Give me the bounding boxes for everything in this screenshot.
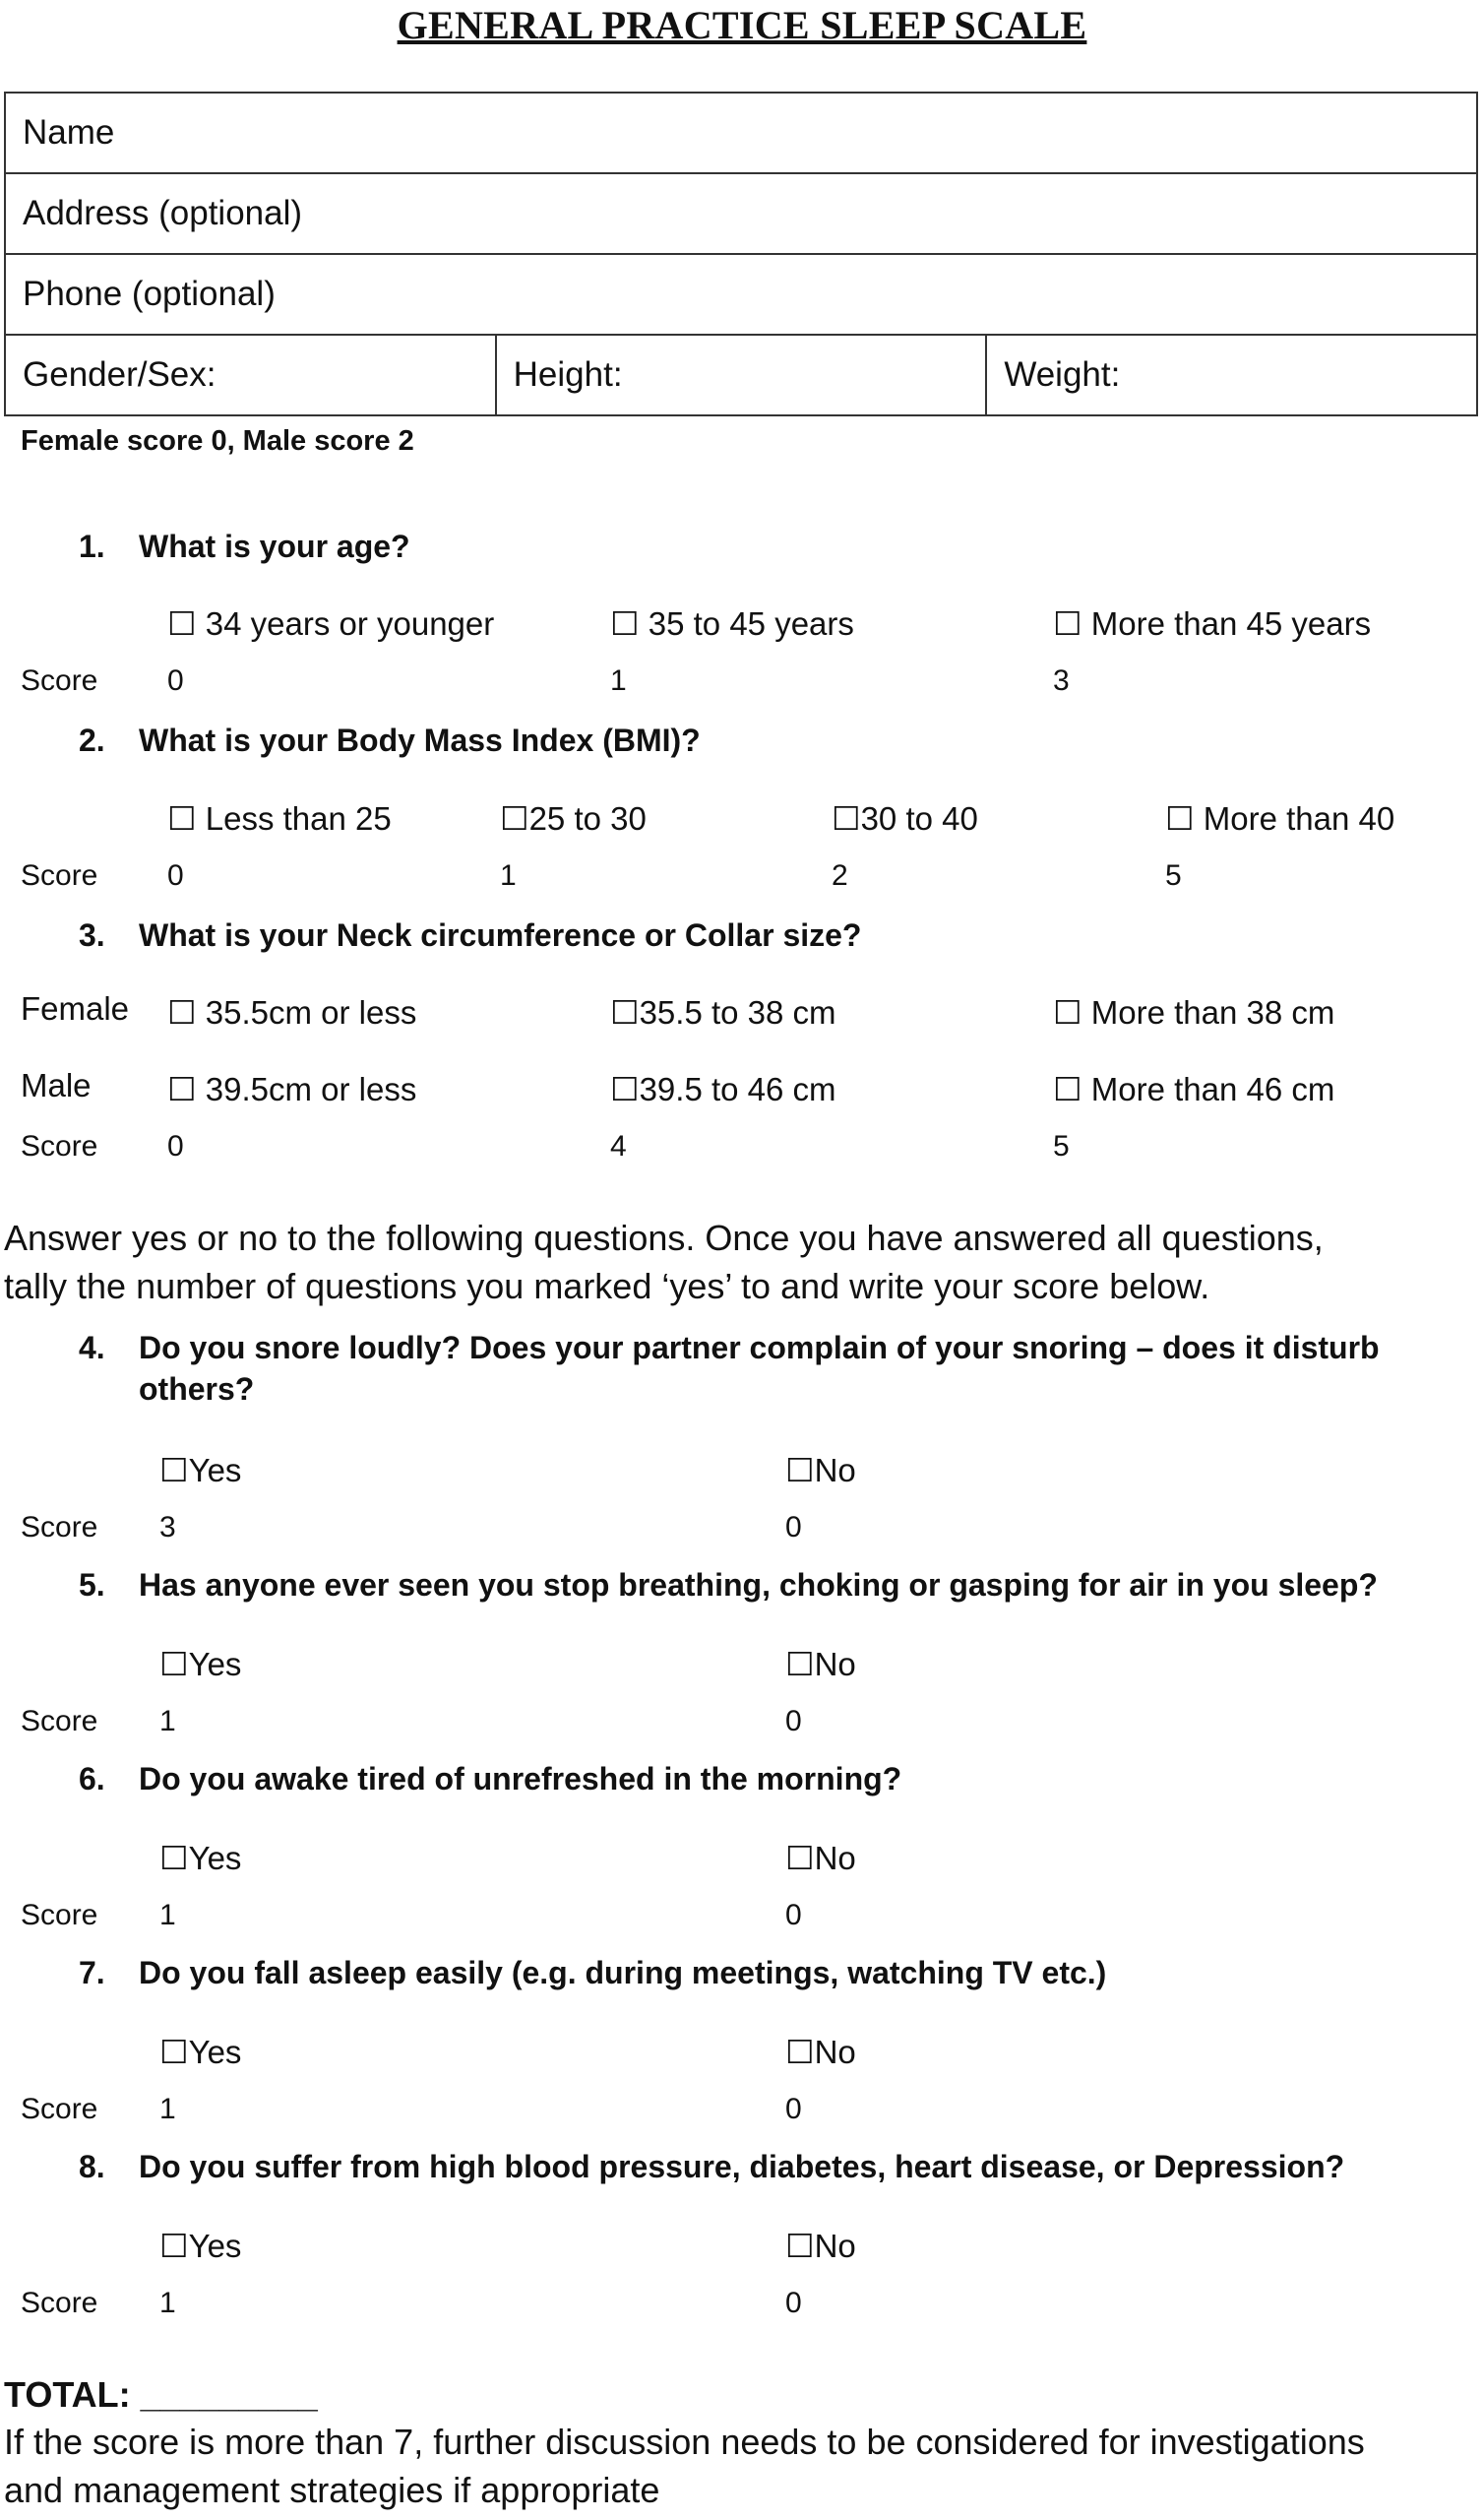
q7-score-value: 0 (785, 2093, 802, 2125)
q2-option-less-than-25[interactable]: ☐ Less than 25 (167, 800, 392, 837)
q7-score-value: 1 (159, 2093, 176, 2125)
q1-option-34-or-younger[interactable]: ☐ 34 years or younger (167, 605, 495, 642)
q6-score-value: 0 (785, 1899, 802, 1931)
q3-male-option-more-than-46[interactable]: ☐ More than 46 cm (1053, 1071, 1335, 1107)
q1-score-value: 0 (167, 664, 184, 697)
q6-yes-option[interactable]: ☐Yes (159, 1840, 242, 1876)
question-1-number: 1. (79, 529, 105, 564)
q2-option-30-to-40[interactable]: ☐30 to 40 (832, 800, 978, 837)
q2-score-value: 0 (167, 859, 184, 892)
q2-score-value: 2 (832, 859, 848, 892)
total-score-field[interactable]: TOTAL: _________ (4, 2374, 318, 2415)
question-4-text: Do you snore loudly? Does your partner complain of your snoring – does it disturb (139, 1330, 1380, 1365)
q1-option-more-than-45[interactable]: ☐ More than 45 years (1053, 605, 1372, 642)
q4-score-label: Score (21, 1511, 98, 1544)
footer-line-2: and management strategies if appropriate (4, 2470, 660, 2510)
q3-male-option-39-5-to-46[interactable]: ☐39.5 to 46 cm (610, 1071, 836, 1107)
form-title: GENERAL PRACTICE SLEEP SCALE (397, 3, 1087, 47)
q3-male-label: Male (21, 1067, 92, 1103)
weight-field[interactable]: Weight: (986, 335, 1477, 415)
q5-no-option[interactable]: ☐No (785, 1646, 856, 1682)
q4-yes-option[interactable]: ☐Yes (159, 1452, 242, 1488)
sex-score-note: Female score 0, Male score 2 (21, 425, 414, 457)
q3-score-value: 0 (167, 1130, 184, 1163)
q8-score-value: 1 (159, 2287, 176, 2319)
question-8-number: 8. (79, 2149, 105, 2184)
question-4-number: 4. (79, 1330, 105, 1365)
question-7-text: Do you fall asleep easily (e.g. during meetings, watching TV etc.) (139, 1955, 1107, 1990)
q1-score-value: 1 (610, 664, 627, 697)
q8-yes-option[interactable]: ☐Yes (159, 2228, 242, 2264)
q3-score-value: 4 (610, 1130, 627, 1163)
q2-option-more-than-40[interactable]: ☐ More than 40 (1165, 800, 1395, 837)
q2-score-value: 5 (1165, 859, 1182, 892)
q1-option-35-to-45[interactable]: ☐ 35 to 45 years (610, 605, 854, 642)
q1-score-label: Score (21, 664, 98, 697)
question-3-text: What is your Neck circumference or Collar size? (139, 917, 862, 953)
question-1-text: What is your age? (139, 529, 410, 564)
q1-score-value: 3 (1053, 664, 1070, 697)
instructions-line-2: tally the number of questions you marked ‘yes’ to and write your score below. (4, 1266, 1210, 1306)
q8-score-value: 0 (785, 2287, 802, 2319)
question-5-text: Has anyone ever seen you stop breathing, choking or gasping for air in you sleep? (139, 1567, 1378, 1603)
q6-no-option[interactable]: ☐No (785, 1840, 856, 1876)
q2-option-25-to-30[interactable]: ☐25 to 30 (500, 800, 647, 837)
address-field[interactable]: Address (optional) (5, 173, 1477, 254)
q4-score-value: 3 (159, 1511, 176, 1544)
q5-yes-option[interactable]: ☐Yes (159, 1646, 242, 1682)
gender-field[interactable]: Gender/Sex: (5, 335, 496, 415)
q7-no-option[interactable]: ☐No (785, 2034, 856, 2070)
q7-yes-option[interactable]: ☐Yes (159, 2034, 242, 2070)
q6-score-label: Score (21, 1899, 98, 1931)
question-6-text: Do you awake tired of unrefreshed in the morning? (139, 1761, 902, 1796)
q3-score-label: Score (21, 1130, 98, 1163)
q4-score-value: 0 (785, 1511, 802, 1544)
height-field[interactable]: Height: (496, 335, 987, 415)
q2-score-label: Score (21, 859, 98, 892)
q5-score-value: 0 (785, 1705, 802, 1737)
q5-score-label: Score (21, 1705, 98, 1737)
footer-line-1: If the score is more than 7, further discussion needs to be considered for investigations (4, 2422, 1365, 2462)
q2-score-value: 1 (500, 859, 517, 892)
q8-score-label: Score (21, 2287, 98, 2319)
question-7-number: 7. (79, 1955, 105, 1990)
question-2-text: What is your Body Mass Index (BMI)? (139, 723, 701, 758)
question-6-number: 6. (79, 1761, 105, 1796)
q3-female-label: Female (21, 990, 130, 1027)
q3-female-option-35-5-to-38[interactable]: ☐35.5 to 38 cm (610, 994, 836, 1031)
q8-no-option[interactable]: ☐No (785, 2228, 856, 2264)
q3-female-option-35-5-or-less[interactable]: ☐ 35.5cm or less (167, 994, 417, 1031)
q3-male-option-39-5-or-less[interactable]: ☐ 39.5cm or less (167, 1071, 417, 1107)
q4-no-option[interactable]: ☐No (785, 1452, 856, 1488)
q3-female-option-more-than-38[interactable]: ☐ More than 38 cm (1053, 994, 1335, 1031)
q5-score-value: 1 (159, 1705, 176, 1737)
question-5-number: 5. (79, 1567, 105, 1603)
question-2-number: 2. (79, 723, 105, 758)
patient-info-table (4, 92, 1478, 416)
question-3-number: 3. (79, 917, 105, 953)
phone-field[interactable]: Phone (optional) (5, 254, 1477, 335)
question-8-text: Do you suffer from high blood pressure, diabetes, heart disease, or Depression? (139, 2149, 1345, 2184)
q7-score-label: Score (21, 2093, 98, 2125)
name-field[interactable]: Name (5, 93, 1477, 173)
question-4-text-cont: others? (139, 1371, 255, 1407)
q6-score-value: 1 (159, 1899, 176, 1931)
instructions-line-1: Answer yes or no to the following questions. Once you have answered all questions, (4, 1218, 1324, 1258)
q3-score-value: 5 (1053, 1130, 1070, 1163)
